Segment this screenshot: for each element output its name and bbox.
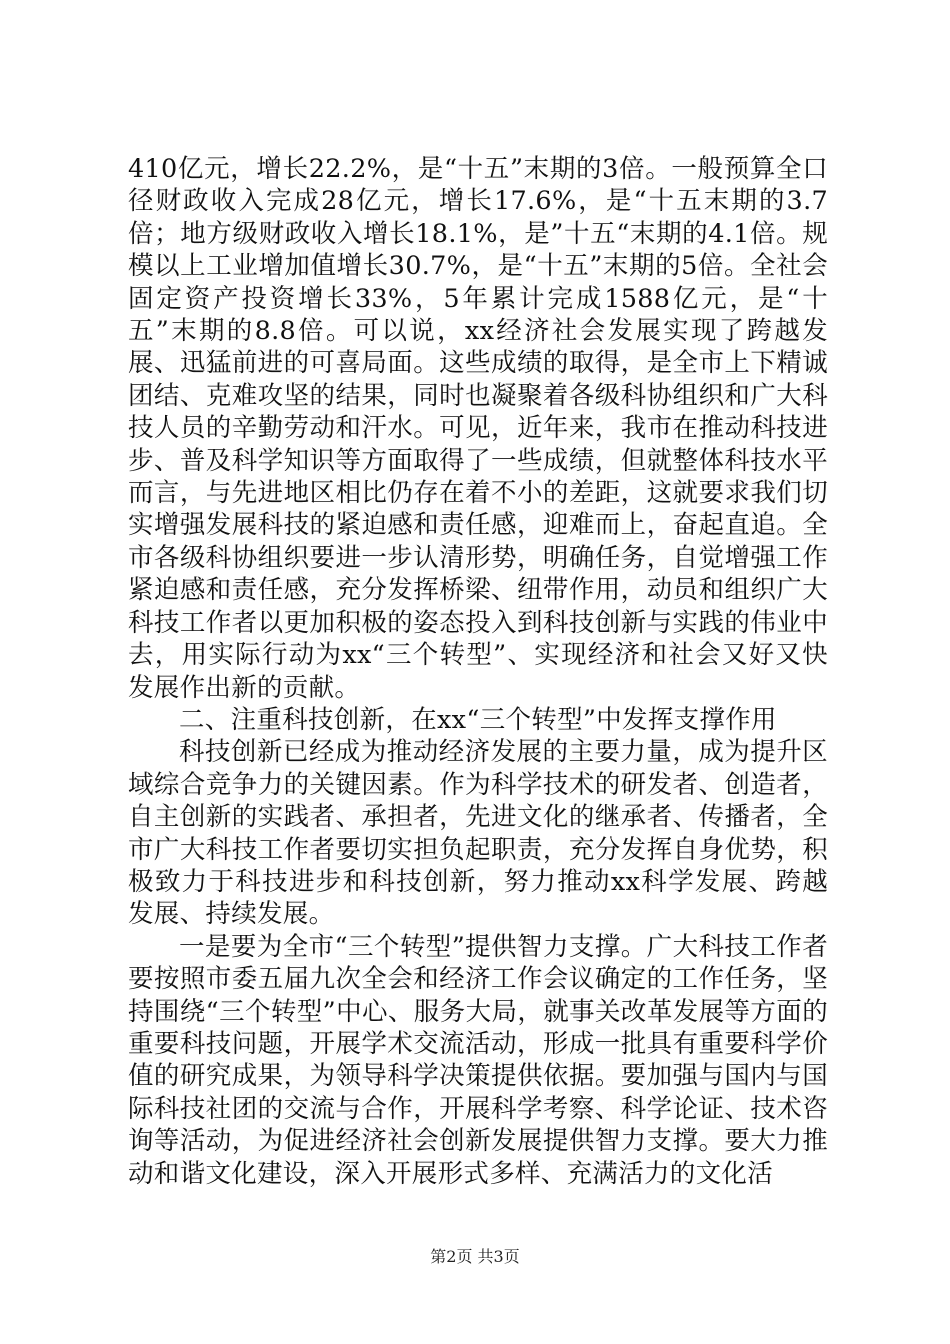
page-footer: 第2页 共3页 [430, 1247, 520, 1266]
document-body [128, 153, 828, 1190]
section-heading-innovation: 二、注重科技创新，在xx“三个转型”中发挥支撑作用 [179, 704, 777, 735]
paragraph-intellectual-support: 一是要为全市“三个转型”提供智力支撑。广大科技工作者要按照市委五届九次全会和经济工作会议确定的工作任务，坚持围绕“三个转型”中心、服务大局，就事关改革发展等方面的重要科技问题，开展学术交流活动，形成一批具有重要科学价值的研究成果，为领导科学决策提供依据。要加强与国内与国际科技社团的交流与合作，开展科学考察、科学论证、技术咨询等活动，为促进经济社会创新发展提供智力支撑。要大力推动和谐文化建设，深入开展形式多样、充满活力的文化活 [128, 931, 828, 1189]
paragraph-innovation-role: 科技创新已经成为推动经济发展的主要力量，成为提升区域综合竞争力的关键因素。作为科学技术的研发者、创造者，自主创新的实践者、承担者，先进文化的继承者、传播者，全市广大科技工作者要切实担负起职责，充分发挥自身优势，积极致力于科技进步和科技创新，努力推动xx科学发展、跨越发展、持续发展。 [128, 737, 828, 930]
paragraph-economic-results: 410亿元，增长22.2%，是“十五”末期的3倍。一般预算全口径财政收入完成28亿元，增长17.6%，是“十五末期的3.7倍；地方级财政收入增长18.1%，是”十五“末期的4.1倍。规模以上工业增加值增长30.7%，是“十五”末期的5倍。全社会固定资产投资增长33%，5年累计完成1588亿元，是“十五”末期的8.8倍。可以说，xx经济社会发展实现了跨越发展、迅猛前进的可喜局面。这些成绩的取得，是全市上下精诚团结、克难攻坚的结果，同时也凝聚着各级科协组织和广大科技人员的辛勤劳动和汗水。可见，近年来，我市在推动科技进步、普及科学知识等方面取得了一些成绩，但就整体科技水平而言，与先进地区相比仍存在着不小的差距，这就要求我们切实增强发展科技的紧迫感和责任感，迎难而上，奋起直追。全市各级科协组织要进一步认清形势，明确任务，自觉增强工作紧迫感和责任感，充分发挥桥梁、纽带作用，动员和组织广大科技工作者以更加积极的姿态投入到科技创新与实践的伟业中去，用实际行动为xx“三个转型”、实现经济和社会又好又快发展作出新的贡献。 [128, 154, 828, 703]
